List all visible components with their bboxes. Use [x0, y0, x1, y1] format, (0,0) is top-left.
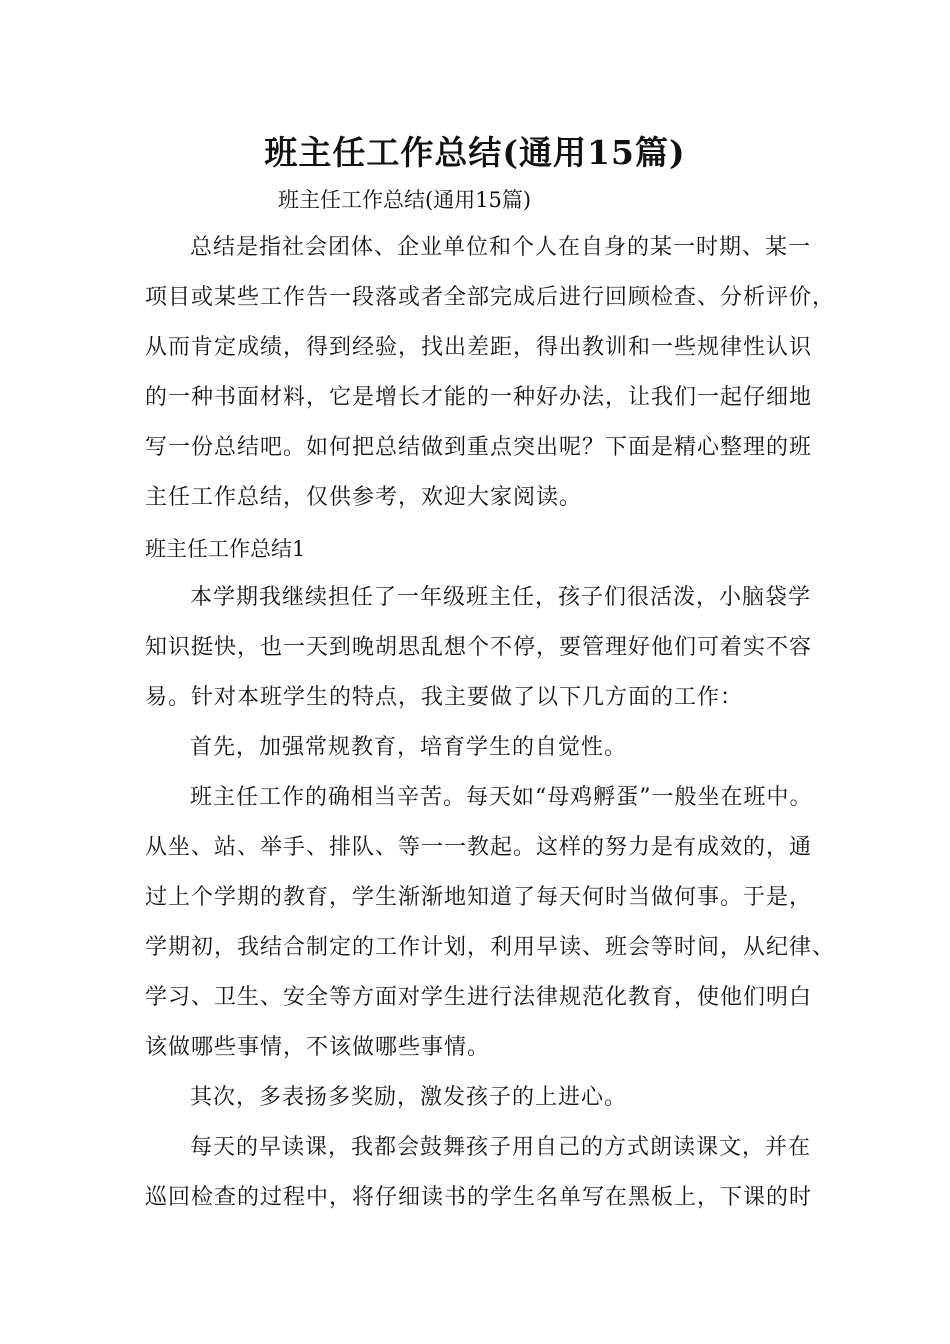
paragraph-line: 每天的早读课，我都会鼓舞孩子用自己的方式朗读课文，并在: [190, 1135, 812, 1160]
point-line: 其次，多表扬多奖励，激发孩子的上进心。: [190, 1085, 628, 1110]
intro-line: 的一种书面材料，它是增长才能的一种好办法，让我们一起仔细地: [145, 385, 813, 410]
paragraph-line: 本学期我继续担任了一年级班主任，孩子们很活泼，小脑袋学: [190, 585, 812, 610]
paragraph-line: 巡回检查的过程中，将仔细读书的学生名单写在黑板上，下课的时: [145, 1185, 813, 1210]
paragraph-line: 班主任工作的确相当辛苦。每天如“母鸡孵蛋”一般坐在班中。: [190, 785, 813, 810]
paragraph-line: 学习、卫生、安全等方面对学生进行法律规范化教育，使他们明白: [145, 985, 813, 1010]
intro-line: 写一份总结吧。如何把总结做到重点突出呢？下面是精心整理的班: [145, 435, 813, 460]
document-subtitle: 班主任工作总结(通用15篇): [278, 188, 532, 212]
intro-line: 总结是指社会团体、企业单位和个人在自身的某一时期、某一: [190, 235, 812, 260]
intro-line: 主任工作总结，仅供参考，欢迎大家阅读。: [145, 485, 583, 510]
intro-line: 从而肯定成绩，得到经验，找出差距，得出教训和一些规律性认识: [145, 335, 813, 360]
paragraph-line: 该做哪些事情，不该做哪些事情。: [145, 1035, 491, 1060]
paragraph-line: 学期初，我结合制定的工作计划，利用早读、班会等时间，从纪律、: [145, 935, 836, 960]
paragraph-line: 从坐、站、举手、排队、等一一教起。这样的努力是有成效的，通: [145, 835, 813, 860]
paragraph-line: 过上个学期的教育，学生渐渐地知道了每天何时当做何事。于是，: [145, 885, 813, 910]
document-title: 班主任工作总结(通用15篇): [264, 133, 686, 172]
intro-line: 项目或某些工作告一段落或者全部完成后进行回顾检查、分析评价，: [145, 285, 836, 310]
paragraph-line: 易。针对本班学生的特点，我主要做了以下几方面的工作：: [145, 685, 744, 710]
point-line: 首先，加强常规教育，培育学生的自觉性。: [190, 735, 628, 760]
paragraph-line: 知识挺快，也一天到晚胡思乱想个不停，要管理好他们可着实不容: [145, 635, 813, 660]
section-heading: 班主任工作总结1: [145, 537, 306, 561]
